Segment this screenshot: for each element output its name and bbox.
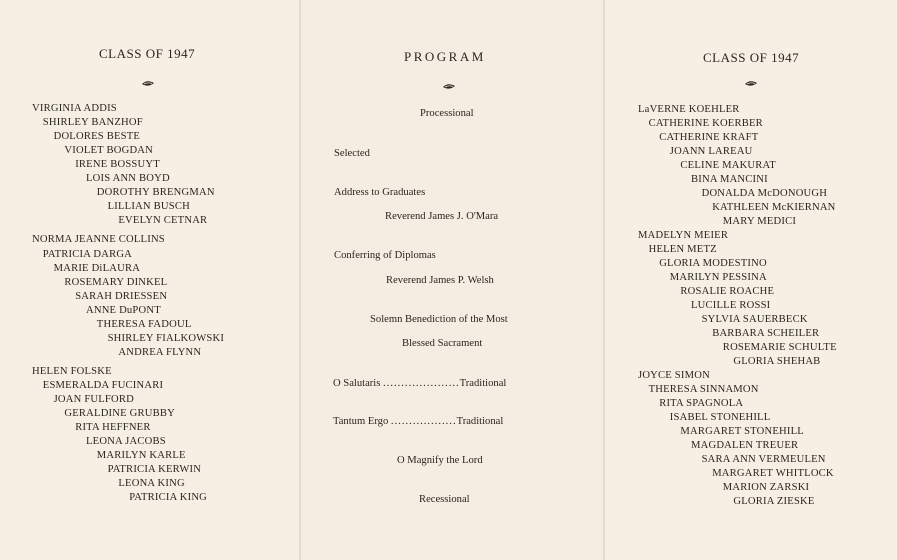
program-salutaris-title: O Salutaris bbox=[333, 378, 381, 389]
graduate-name: EVELYN CETNAR bbox=[118, 215, 208, 227]
program-magnify: O Magnify the Lord bbox=[397, 455, 483, 466]
graduate-name: LOIS ANN BOYD bbox=[86, 173, 170, 185]
graduate-name: MAGDALEN TREUER bbox=[691, 440, 799, 451]
graduate-name: PATRICIA DARGA bbox=[42, 248, 133, 260]
graduate-name: ROSEMARY DINKEL bbox=[64, 276, 168, 288]
graduate-name: GERALDINE GRUBBY bbox=[64, 408, 175, 420]
graduate-name: JOAN FULFORD bbox=[53, 394, 134, 405]
center-panel bbox=[300, 0, 603, 560]
graduate-name: BARBARA SCHEILER bbox=[712, 328, 820, 339]
program-salutaris bbox=[333, 378, 506, 389]
leaf-ornament-icon bbox=[442, 83, 456, 91]
graduate-name: GLORIA MODESTINO bbox=[659, 258, 767, 269]
program-tantum-composer: Traditional bbox=[456, 416, 504, 427]
graduate-name: MARION ZARSKI bbox=[722, 482, 810, 493]
graduate-name: MARILYN KARLE bbox=[96, 450, 186, 462]
program-address-speaker: Reverend James J. O'Mara bbox=[385, 211, 499, 222]
leaf-ornament-icon bbox=[744, 80, 758, 88]
graduate-name: THERESA FADOUL bbox=[96, 318, 192, 330]
graduate-name: JOYCE SIMON bbox=[638, 370, 710, 381]
left-heading: CLASS OF 1947 bbox=[99, 46, 196, 61]
graduate-name: MARGARET STONEHILL bbox=[680, 426, 804, 437]
graduate-name: DONALDA McDONOUGH bbox=[701, 188, 828, 199]
graduate-name: LUCILLE ROSSI bbox=[691, 300, 771, 311]
graduate-name: ROSALIE ROACHE bbox=[680, 286, 775, 297]
graduate-name: ROSEMARIE SCHULTE bbox=[722, 342, 837, 353]
program-processional: Processional bbox=[420, 108, 474, 119]
graduate-name: MARGARET WHITLOCK bbox=[712, 468, 834, 479]
fold-line bbox=[299, 0, 301, 560]
graduate-name: PATRICIA KERWIN bbox=[107, 464, 202, 476]
graduate-name: GLORIA ZIESKE bbox=[733, 496, 815, 507]
graduate-name: ISABEL STONEHILL bbox=[669, 412, 771, 423]
program-conferring-speaker: Reverend James P. Welsh bbox=[386, 275, 494, 286]
right-panel bbox=[603, 0, 897, 560]
graduate-name: HELEN METZ bbox=[648, 244, 717, 255]
graduate-name: VIRGINIA ADDIS bbox=[32, 103, 117, 114]
graduate-name: ANNE DuPONT bbox=[86, 304, 161, 316]
program-recessional: Recessional bbox=[419, 494, 470, 505]
graduate-name: ANDREA FLYNN bbox=[118, 346, 202, 358]
program-conferring: Conferring of Diplomas bbox=[334, 250, 436, 261]
graduate-name: IRENE BOSSUYT bbox=[75, 159, 160, 171]
graduate-name: HELEN FOLSKE bbox=[32, 365, 112, 377]
graduate-name: ESMERALDA FUCINARI bbox=[42, 379, 164, 391]
graduate-name: SHIRLEY FIALKOWSKI bbox=[107, 332, 225, 344]
program-heading: PROGRAM bbox=[404, 49, 486, 64]
program-salutaris-composer: Traditional bbox=[459, 378, 507, 389]
program-address: Address to Graduates bbox=[334, 187, 426, 198]
leaf-ornament-icon bbox=[141, 80, 155, 88]
graduate-name: SARAH DRIESSEN bbox=[75, 290, 168, 302]
graduate-name: RITA SPAGNOLA bbox=[659, 398, 744, 409]
graduate-name: GLORIA SHEHAB bbox=[733, 356, 821, 367]
program-tantum-title: Tantum Ergo bbox=[333, 416, 389, 427]
graduate-name: LEONA JACOBS bbox=[86, 436, 166, 448]
fold-line bbox=[603, 0, 605, 560]
graduate-name: JOANN LAREAU bbox=[669, 146, 753, 157]
graduate-name: MARIE DiLAURA bbox=[53, 262, 141, 274]
graduate-name: CATHERINE KRAFT bbox=[659, 132, 759, 143]
graduate-name: KATHLEEN McKIERNAN bbox=[712, 202, 836, 213]
left-panel bbox=[0, 0, 300, 560]
graduate-name: LaVERNE KOEHLER bbox=[638, 104, 740, 115]
graduate-name: DOROTHY BRENGMAN bbox=[96, 187, 215, 199]
graduate-name: LEONA KING bbox=[118, 478, 185, 490]
graduate-name: CELINE MAKURAT bbox=[680, 160, 776, 171]
right-heading: CLASS OF 1947 bbox=[703, 50, 800, 65]
graduate-name: PATRICIA KING bbox=[129, 492, 208, 504]
graduate-name: BINA MANCINI bbox=[691, 174, 768, 185]
program-benediction-line1: Solemn Benediction of the Most bbox=[370, 314, 508, 325]
program-salutaris-leader: ..................... bbox=[383, 378, 460, 389]
graduate-name: RITA HEFFNER bbox=[75, 422, 151, 434]
program-tantum-ergo bbox=[333, 416, 503, 427]
graduate-name: VIOLET BOGDAN bbox=[64, 145, 154, 157]
graduate-name: CATHERINE KOERBER bbox=[648, 118, 763, 129]
program-benediction-line2: Blessed Sacrament bbox=[402, 338, 483, 349]
program-selected: Selected bbox=[334, 148, 370, 159]
graduate-name: DOLORES BESTE bbox=[53, 131, 141, 143]
graduate-name: SYLVIA SAUERBECK bbox=[701, 314, 808, 325]
graduate-name: LILLIAN BUSCH bbox=[107, 201, 190, 213]
graduate-name: MADELYN MEIER bbox=[638, 230, 729, 241]
graduate-name: MARY MEDICI bbox=[722, 216, 797, 227]
graduate-name: NORMA JEANNE COLLINS bbox=[32, 234, 165, 246]
graduate-name: MARILYN PESSINA bbox=[669, 272, 767, 283]
graduate-name: SARA ANN VERMEULEN bbox=[701, 454, 826, 465]
graduate-name: SHIRLEY BANZHOF bbox=[42, 117, 143, 129]
graduate-name: THERESA SINNAMON bbox=[648, 384, 759, 395]
program-tantum-leader: .................. bbox=[390, 416, 457, 427]
